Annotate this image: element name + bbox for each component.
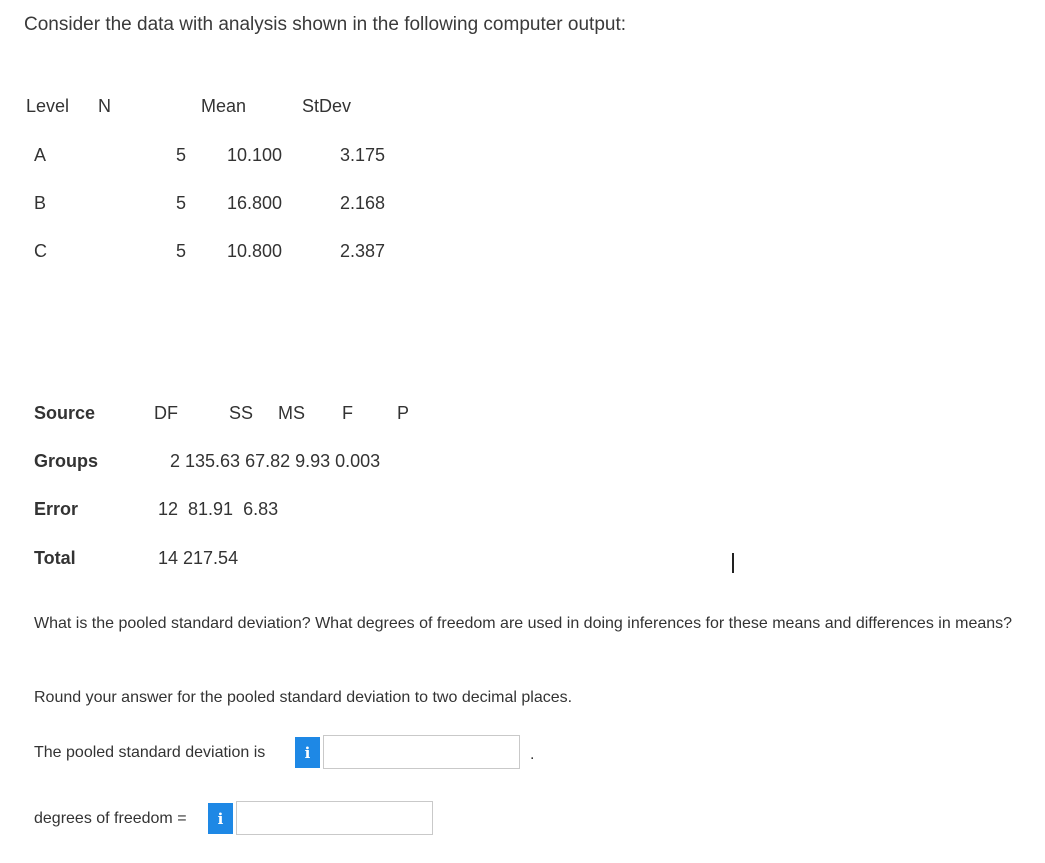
row-mean: 16.800: [227, 193, 283, 213]
row-values: 2 135.63 67.82 9.93 0.003: [170, 451, 381, 471]
dof-label: degrees of freedom =: [34, 810, 187, 827]
intro-text: Consider the data with analysis shown in the following computer output:: [24, 14, 627, 35]
row-stdev: 2.387: [340, 241, 386, 261]
row-values: 12 81.91 6.83: [158, 499, 279, 519]
header-n: N: [98, 96, 111, 116]
info-icon[interactable]: i: [295, 737, 320, 768]
text-cursor: [732, 553, 734, 573]
row-n: 5: [176, 145, 187, 165]
pooled-sd-label: The pooled standard deviation is: [34, 744, 266, 761]
pooled-sd-suffix: .: [530, 746, 535, 763]
row-n: 5: [176, 193, 187, 213]
row-level: C: [34, 241, 47, 261]
row-stdev: 2.168: [340, 193, 386, 213]
row-source: Error: [34, 499, 79, 519]
header-ms: MS: [278, 403, 305, 423]
dof-input[interactable]: [236, 801, 433, 835]
header-f: F: [342, 403, 353, 423]
question-text: What is the pooled standard deviation? What degrees of freedom are used in doing inferences for these means and differences in means?: [34, 615, 1013, 632]
row-source: Total: [34, 548, 76, 568]
row-mean: 10.800: [227, 241, 283, 261]
row-level: A: [34, 145, 47, 165]
header-level: Level: [26, 96, 70, 116]
row-stdev: 3.175: [340, 145, 386, 165]
pooled-sd-input[interactable]: [323, 735, 520, 769]
row-n: 5: [176, 241, 187, 261]
header-df: DF: [154, 403, 178, 423]
row-mean: 10.100: [227, 145, 283, 165]
info-icon[interactable]: i: [208, 803, 233, 834]
header-mean: Mean: [201, 96, 247, 116]
row-values: 14 217.54: [158, 548, 239, 568]
instruction-text: Round your answer for the pooled standard deviation to two decimal places.: [34, 689, 573, 706]
row-source: Groups: [34, 451, 99, 471]
header-source: Source: [34, 403, 96, 423]
row-level: B: [34, 193, 47, 213]
header-p: P: [397, 403, 410, 423]
header-ss: SS: [229, 403, 254, 423]
header-stdev: StDev: [302, 96, 352, 116]
